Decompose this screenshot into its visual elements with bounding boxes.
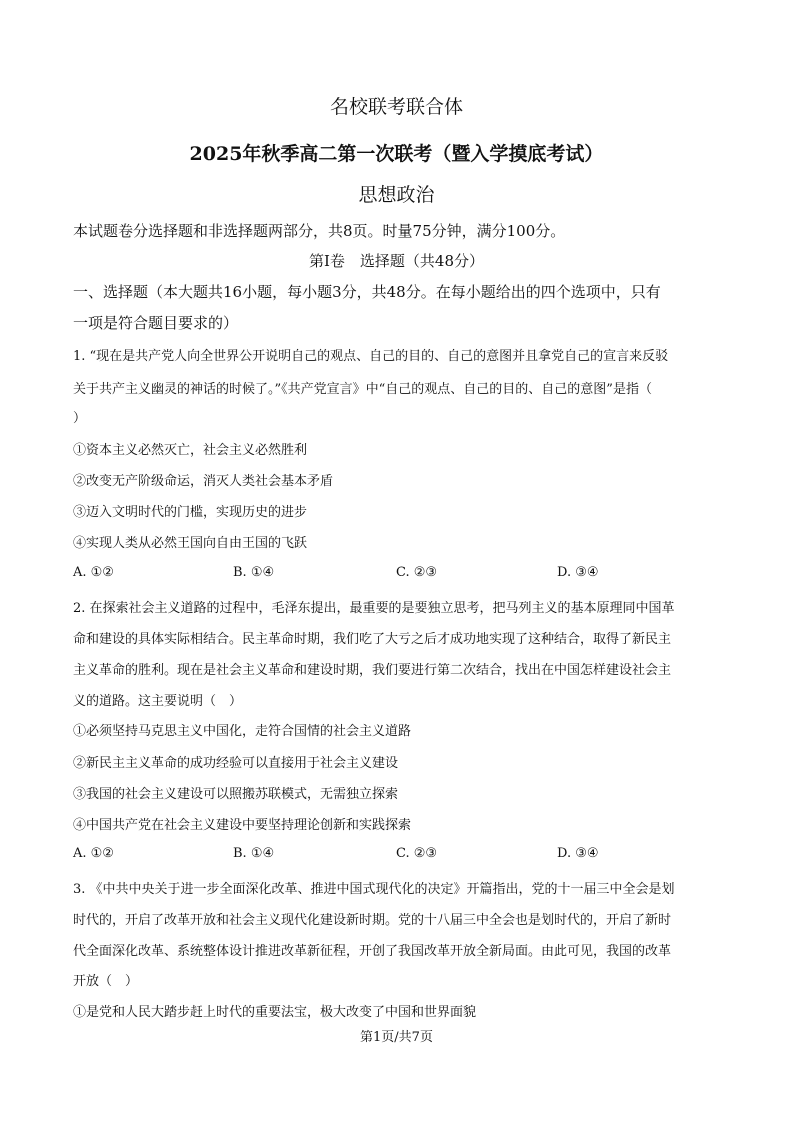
- org-title: 名校联考联合体: [329, 96, 463, 118]
- q1-stem-line3: ）: [73, 411, 87, 426]
- subject-title: 思想政治: [358, 184, 435, 206]
- q1-stem-line2: 关于共产主义幽灵的神话的时候了。”《共产党宣言》中“自己的观点、自己的目的、自己的意图”是指（: [73, 382, 652, 397]
- q2-option-c[interactable]: C. ②③: [396, 846, 438, 861]
- q3-stem-line3: 代全面深化改革、系统整体设计推进改革新征程，开创了我国改革开放全新局面。由此可见，我国的改革: [73, 944, 672, 959]
- q3-stem-line2: 时代的，开启了改革开放和社会主义现代化建设新时期。党的十八届三中全会也是划时代的，开启了新时: [73, 913, 672, 928]
- q2-stem-line3: 主义革命的胜利。现在是社会主义革命和建设时期，我们要进行第二次结合，找出在中国怎样建设社会主: [73, 663, 672, 678]
- q1-statement-1: ①资本主义必然灭亡，社会主义必然胜利: [73, 443, 308, 458]
- q1-option-c[interactable]: C. ②③: [396, 565, 438, 580]
- q2-stem-line2: 命和建设的具体实际相结合。民主革命时期，我们吃了大亏之后才成功地实现了这种结合，取得了新民主: [73, 632, 672, 647]
- section-title: 第Ⅰ卷 选择题（共48分）: [308, 252, 484, 270]
- q1-option-d[interactable]: D. ③④: [557, 565, 599, 580]
- q2-statement-2: ②新民主主义革命的成功经验可以直接用于社会主义建设: [73, 756, 399, 771]
- q2-stem-line1: 2. 在探索社会主义道路的过程中，毛泽东提出，最重要的是要独立思考，把马列主义的基本原理同中国革: [73, 601, 675, 616]
- q3-stem-line1: 3. 《中共中央关于进一步全面深化改革、推进中国式现代化的决定》开篇指出，党的十一届三中全会是划: [73, 882, 675, 897]
- exam-intro: 本试题卷分选择题和非选择题两部分，共8页。时量75分钟，满分100分。: [73, 222, 566, 240]
- q1-statement-4: ④实现人类从必然王国向自由王国的飞跃: [73, 536, 308, 551]
- q2-statement-1: ①必须坚持马克思主义中国化，走符合国情的社会主义道路: [73, 724, 412, 739]
- q2-statement-3: ③我国的社会主义建设可以照搬苏联模式，无需独立探索: [73, 787, 399, 802]
- exam-title: 2025年秋季高二第一次联考（暨入学摸底考试）: [189, 143, 604, 165]
- part-one-instruction-line2: 一项是符合题目要求的）: [73, 314, 239, 332]
- q1-stem-line1: 1. “现在是共产党人向全世界公开说明自己的观点、自己的目的、自己的意图并且拿党自己的宣言来反驳: [73, 349, 669, 364]
- q2-stem-line4: 义的道路。这主要说明（ ）: [73, 694, 243, 709]
- q1-statement-2: ②改变无产阶级命运，消灭人类社会基本矛盾: [73, 474, 334, 489]
- q3-statement-1: ①是党和人民大踏步赶上时代的重要法宝，极大改变了中国和世界面貌: [73, 1005, 477, 1020]
- q1-option-a[interactable]: A. ①②: [73, 565, 114, 580]
- q2-statement-4: ④中国共产党在社会主义建设中要坚持理论创新和实践探索: [73, 818, 412, 833]
- part-one-instruction-line1: 一、选择题（本大题共16小题，每小题3分，共48分。在每小题给出的四个选项中，只有: [73, 283, 661, 301]
- q2-option-b[interactable]: B. ①④: [233, 846, 275, 861]
- q2-option-a[interactable]: A. ①②: [73, 846, 114, 861]
- q1-statement-3: ③迈入文明时代的门槛，实现历史的进步: [73, 505, 308, 520]
- page-footer: 第1页/共7页: [360, 1030, 433, 1045]
- q1-option-b[interactable]: B. ①④: [233, 565, 275, 580]
- q3-stem-line4: 开放（ ）: [73, 974, 139, 989]
- q2-option-d[interactable]: D. ③④: [557, 846, 599, 861]
